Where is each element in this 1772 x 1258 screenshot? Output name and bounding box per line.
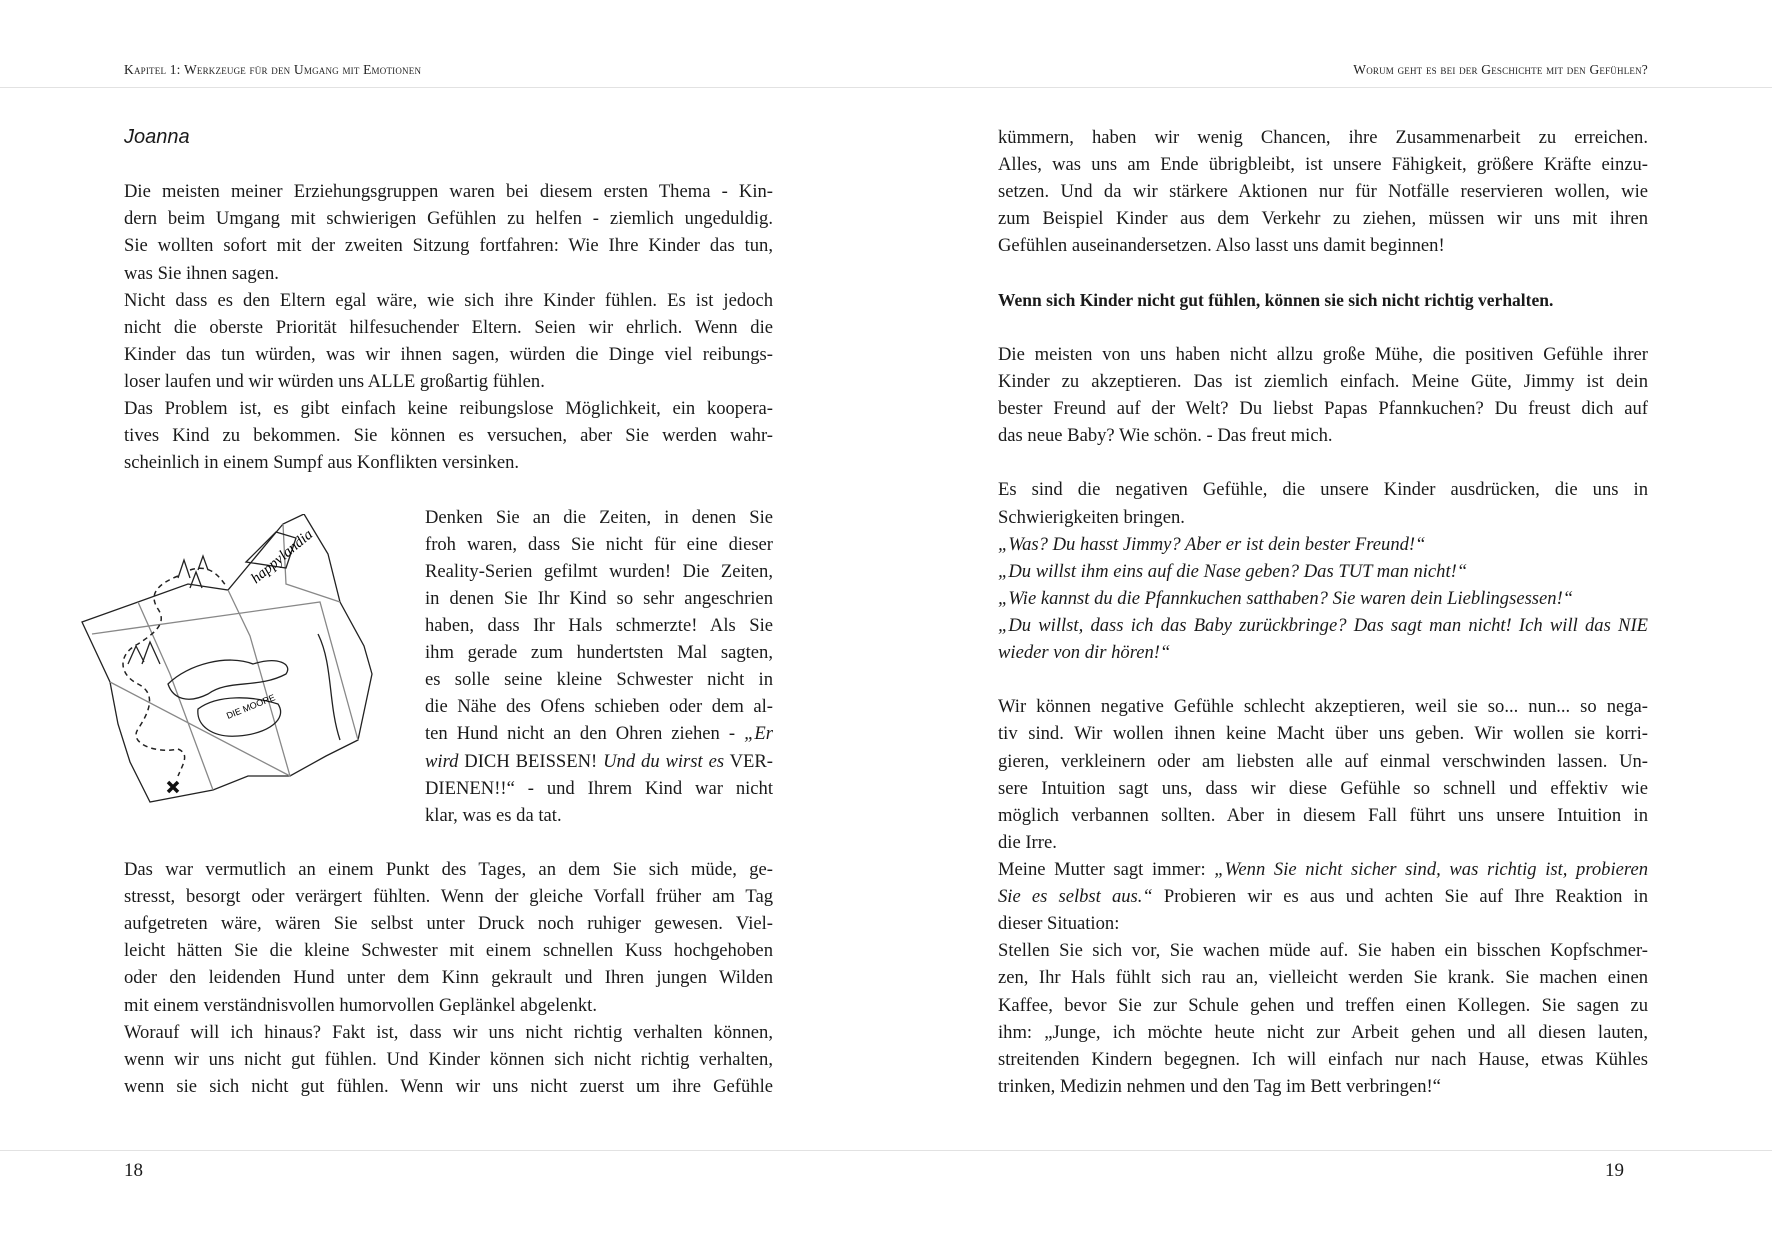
emphasis-block [998, 287, 1648, 314]
paragraph [998, 558, 1648, 585]
text-line: Sie wollten sofort mit der zweiten Sitzung fortfahren: Wie Ihre Kinder das tun, [124, 235, 773, 257]
running-head-left: Kapitel 1: Werkzeuge für den Umgang mit Emotionen [124, 62, 422, 77]
text-line: bester Freund auf der Welt? Du liebst Papas Pfannkuchen? Du freust dich auf [998, 398, 1648, 420]
text-line: Kinder das tun würden, was wir ihnen sagen, würden die Dinge viel reibungs- [124, 343, 773, 365]
text-block [124, 178, 773, 476]
text-line: setzen. Und da wir stärkere Aktionen nur für Notfälle reservieren wollen, wie [998, 181, 1648, 203]
text-line: klar, was es da tat. [425, 804, 562, 826]
paragraph [998, 693, 1648, 856]
text-line: Gefühlen auseinandersetzen. Also lasst uns damit beginnen! [998, 235, 1445, 257]
text-line: Wenn sich Kinder nicht gut fühlen, können sie sich nicht richtig verhalten. [998, 289, 1554, 310]
text-line: in denen Sie Ihr Kind so sehr angeschrien [425, 587, 773, 609]
text-line: kümmern, haben wir wenig Chancen, ihre Zusammenarbeit zu erreichen. [998, 127, 1648, 148]
text-line: stresst, besorgt oder verärgert fühlten. Wenn der gleiche Vorfall früher am Tag [124, 886, 773, 908]
text-line: loser laufen und wir würden uns ALLE großartig fühlen. [124, 370, 545, 392]
paragraph [998, 531, 1648, 558]
paragraph [998, 476, 1648, 530]
left-page-body [124, 124, 773, 1100]
text-line [998, 612, 1648, 639]
left-groups [124, 178, 773, 1100]
text-segment: Meine Mutter sagt immer: [998, 858, 1215, 880]
italic-text: „Was? Du hasst Jimmy? Aber er ist dein bester Freund!“ [998, 533, 1426, 555]
text-line: froh waren, dass Sie nicht für eine dieser [425, 533, 773, 555]
section-heading: Joanna [124, 126, 190, 148]
italic-text: „Du willst, dass ich das Baby zurückbringe? Das sagt man nicht! Ich will das NIE [998, 614, 1648, 636]
text-line: Denken Sie an die Zeiten, in denen Sie [425, 506, 773, 528]
text-line: zum Beispiel Kinder aus dem Verkehr zu ziehen, müssen wir uns mit ihren [998, 208, 1648, 230]
text-line: die Nähe des Ofens schieben oder dem al- [425, 696, 773, 718]
paragraph [124, 287, 773, 395]
text-line: dern beim Umgang mit schwierigen Gefühlen zu helfen - ziemlich ungeduldig. [124, 208, 773, 230]
text-line: möglich verbannen sollten. Aber in diesem Fall führt uns unsere Intuition in [998, 804, 1648, 826]
text-segment: Probieren wir es aus und achten Sie auf Ihre Reaktion in [1152, 886, 1649, 908]
paragraph [998, 612, 1648, 666]
text-block [998, 476, 1648, 666]
right-page-body [998, 124, 1648, 1100]
text-line: gieren, verkleinern oder am liebsten alle auf einmal verschwinden lassen. Un- [998, 750, 1648, 772]
map-label-moore: DIE MOORE [225, 692, 277, 721]
text-line: wenn wir uns nicht gut fühlen. Und Kinder können sich nicht richtig verhalten, [124, 1048, 773, 1070]
running-head-right: Worum geht es bei der Geschichte mit den Gefühlen? [1353, 62, 1648, 77]
text-block [998, 693, 1648, 1100]
text-line: dieser Situation: [998, 913, 1120, 935]
text-line [998, 856, 1648, 883]
text-block [998, 341, 1648, 449]
text-line: leicht hätten Sie die kleine Schwester mit einem schnellen Kuss hochgehoben [124, 940, 773, 962]
footer-divider [0, 1150, 1772, 1151]
right-groups [998, 124, 1648, 1100]
paragraph [998, 124, 1648, 260]
text-line [998, 558, 1648, 585]
text-segment: ten Hund nicht an den Ohren ziehen - [425, 723, 745, 745]
text-line: Wir können negative Gefühle schlecht akzeptieren, weil sie so... nun... so nega- [998, 696, 1648, 718]
text-block [998, 124, 1648, 260]
paragraph [124, 1019, 773, 1100]
text-line: Alles, was uns am Ende übrigbleibt, ist unsere Fähigkeit, größere Kräfte einzu- [998, 154, 1648, 176]
paragraph [998, 585, 1648, 612]
paragraph [124, 395, 773, 476]
text-line: haben, dass Ihr Hals schmerzte! Als Sie [425, 614, 773, 636]
text-line: Das Problem ist, es gibt einfach keine reibungslose Möglichkeit, ein koopera- [124, 398, 773, 420]
text-line: Kaffee, bevor Sie zur Schule gehen und treffen einen Kollegen. Sie sagen zu [998, 994, 1648, 1016]
italic-text: „Wenn Sie nicht sicher sind, was richtig ist, probieren [1214, 858, 1648, 880]
paragraph [998, 341, 1648, 449]
header-divider [0, 87, 1772, 88]
page-number-left: 18 [124, 1160, 143, 1181]
text-line: Kinder zu akzeptieren. Das ist ziemlich einfach. Meine Güte, Jimmy ist dein [998, 370, 1648, 392]
text-line: nicht die oberste Priorität hilfesuchender Eltern. Seien wir ehrlich. Wenn die [124, 316, 773, 338]
italic-text: „Er [744, 723, 773, 745]
text-line: es solle seine kleine Schwester nicht in [425, 669, 773, 691]
text-line: ihm gerade zum hundertsten Mal sagten, [425, 642, 773, 664]
text-line: sere Intuition sagt uns, dass wir diese Gefühle so schnell und effektiv wie [998, 777, 1648, 799]
text-line: Die meisten meiner Erziehungsgruppen waren bei diesem ersten Thema - Kin- [124, 181, 773, 203]
text-line [998, 585, 1648, 612]
italic-text: wird [425, 750, 459, 772]
text-line: oder den leidenden Hund unter dem Kinn gekrault und Ihren jungen Wilden [124, 967, 773, 989]
text-block [124, 504, 773, 829]
paragraph [124, 178, 773, 286]
italic-text: Sie es selbst aus.“ [998, 886, 1153, 908]
text-line [998, 531, 1648, 558]
italic-text: wieder von dir hören!“ [998, 642, 1171, 664]
text-line: Stellen Sie sich vor, Sie wachen müde auf. Sie haben ein bisschen Kopfschmer- [998, 940, 1648, 962]
text-line: Es sind die negativen Gefühle, die unsere Kinder ausdrücken, die uns in [998, 479, 1648, 501]
text-line: was Sie ihnen sagen. [124, 262, 279, 284]
page-number-right: 19 [1605, 1160, 1624, 1181]
text-line: trinken, Medizin nehmen und den Tag im Bett verbringen!“ [998, 1075, 1441, 1097]
text-line: zen, Ihr Hals fühlt sich rau an, vielleicht werden Sie krank. Sie machen einen [998, 967, 1648, 989]
text-line [425, 748, 773, 775]
text-line: scheinlich in einem Sumpf aus Konflikten versinken. [124, 452, 520, 474]
text-line: wenn sie sich nicht gut fühlen. Wenn wir uns nicht zuerst um ihre Gefühle [124, 1075, 773, 1097]
text-segment: DICH BEISSEN! [458, 750, 604, 772]
text-line: ihm: „Junge, ich möchte heute nicht zur Arbeit gehen und all diesen lauten, [998, 1021, 1648, 1043]
paragraph [124, 856, 773, 1019]
text-line: das neue Baby? Wie schön. - Das freut mich. [998, 425, 1333, 447]
text-line: mit einem verständnisvollen humorvollen Geplänkel abgelenkt. [124, 994, 597, 1016]
paragraph [998, 856, 1648, 937]
text-line: die Irre. [998, 831, 1057, 853]
text-line: Das war vermutlich an einem Punkt des Tages, an dem Sie sich müde, ge- [124, 858, 773, 880]
text-line: Reality-Serien gefilmt wurden! Die Zeiten, [425, 560, 773, 582]
italic-text: „Du willst ihm eins auf die Nase geben? Das TUT man nicht!“ [998, 560, 1468, 582]
text-line [998, 639, 1648, 666]
text-line: aufgetreten wäre, wären Sie selbst unter Druck noch ruhiger gewesen. Viel- [124, 913, 773, 935]
text-line: streitenden Kindern begegnen. Ich will einfach nur nach Hause, etwas Kühles [998, 1048, 1648, 1070]
text-line: Worauf will ich hinaus? Fakt ist, dass wir uns nicht richtig verhalten können, [124, 1021, 773, 1043]
text-line [998, 883, 1648, 910]
paragraph [425, 504, 773, 829]
text-line: tiv sind. Wir wollen ihnen keine Macht über uns geben. Wir wollen sie korri- [998, 723, 1648, 745]
text-line: DIENEN!!“ - und Ihrem Kind war nicht [425, 777, 773, 799]
text-line: Nicht dass es den Eltern egal wäre, wie sich ihre Kinder fühlen. Es ist jedoch [124, 289, 773, 311]
italic-text: „Wie kannst du die Pfannkuchen satthaben? Sie waren dein Lieblingsessen!“ [998, 587, 1574, 609]
text-line: Die meisten von uns haben nicht allzu große Mühe, die positiven Gefühle ihrer [998, 343, 1648, 365]
italic-text: Und du wirst es [603, 750, 725, 772]
paragraph [998, 287, 1648, 314]
text-block [124, 856, 773, 1100]
text-line: Schwierigkeiten bringen. [998, 506, 1185, 528]
text-segment: VER- [724, 750, 773, 772]
text-line [425, 720, 773, 747]
paragraph [998, 937, 1648, 1100]
text-line: tives Kind zu bekommen. Sie können es versuchen, aber Sie werden wahr- [124, 425, 773, 447]
map-label-happylandia: happylandia [248, 526, 317, 588]
